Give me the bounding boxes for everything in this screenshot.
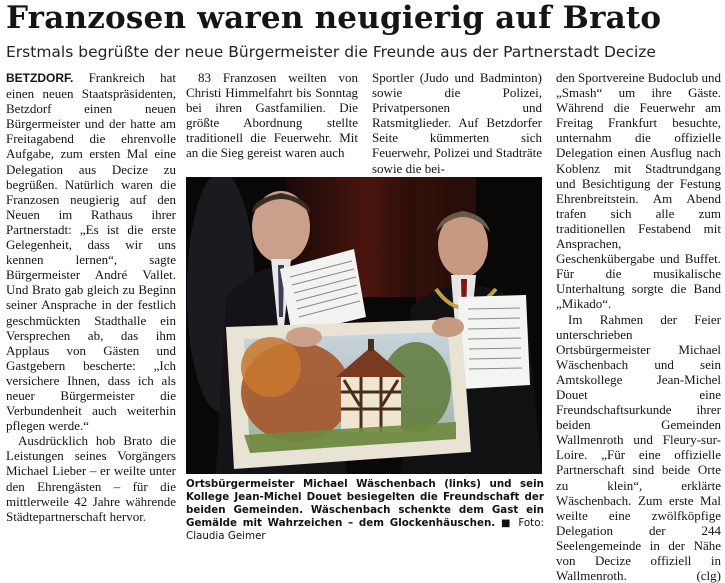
- photo-illustration: [186, 177, 542, 474]
- article-photo: [186, 177, 542, 474]
- text-column-3: [372, 70, 542, 176]
- author-signature: (clg): [684, 568, 721, 583]
- paragraph-text: Im Rahmen der Feier unterschrieben Ortsbürgermeister Michael Wäschenbach und sein Amtskollege Jean-Michel Douet eine Freundschaftsurkunde ihrer beiden Gemeinden Wallmenroth und Fleury-sur-Loire. „Für eine offizielle Partnerschaft sind beide Orte zu klein“, erklärte Wäschenbach. Zum erste Mal weilte eine zwölfköpfige Delegation der 244 Seelengemeinde in der Nähe von Decize offiziell in Wallmenroth.: [556, 312, 721, 583]
- paragraph: [556, 312, 721, 583]
- dateline: BETZDORF.: [6, 71, 73, 85]
- photo-credit: Foto: Claudia Geimer: [186, 517, 544, 542]
- photo-caption: [186, 478, 544, 543]
- paragraph: den Sportvereine Budoclub und „Smash“ um ihre Gäste. Während die Feuerwehr am Freitag Frankfurt besuchte, unternahm die offizielle Delegation einen Ausflug nach Koblenz mit Stadtrundgang und Besichtigung der Festung Ehrenbreitstein. Am Abend trafen sich alle zum traditionellen Festabend mit Ansprachen, Geschenkübergabe und Buffet. Für die musikalische Unterhaltung sorgte die Band „Mikado“.: [556, 70, 721, 312]
- text-column-4: [556, 70, 721, 583]
- paragraph: 83 Franzosen weilten von Christi Himmelfahrt bis Sonntag bei ihren Gastfamilien. Die größte Abordnung stellte traditionell die Feuerwehr. Mit an die Sieg gereist waren auch: [186, 70, 358, 161]
- paragraph-text: Frankreich hat einen neuen Staatspräsidenten, Betzdorf einen neuen Bürgermeister und der hatte am Freitagabend die ehrenvolle Aufgabe, zum ersten Mal eine Delegation aus Decize zu begrüßen. Natürlich waren die Franzosen neugierig auf den Neuen im Rathaus ihrer Partnerstadt: „Es ist die erste Gelegenheit, dass wir uns kennen lernen“, sagte Bürgermeister André Vallet. Und Brato gab gleich zu Beginn seiner Ansprache in der festlich geschmückten Stadthalle ein Versprechen ab, das ihm Applaus von Gästen und Gastgebern bescherte: „Ich versichere Ihnen, dass ich als neuer Bürgermeister die Verbundenheit auch weiterhin pflegen werde.“: [6, 70, 176, 433]
- paragraph: [6, 70, 176, 433]
- caption-text: Ortsbürgermeister Michael Wäschenbach (links) und sein Kollege Jean-Michel Douet besiegelten die Freundschaft der beiden Gemeinden. Wäschenbach schenkte dem Gast ein Gemälde mit Wahrzeichen – dem Glockenhäuschen.: [186, 478, 544, 529]
- paragraph: Ausdrücklich hob Brato die Leistungen seines Vorgängers Michael Lieber – er weilte unter den Ehrengästen – für die mittlerweile 42 Jahre währende Städtepartnerschaft hervor.: [6, 433, 176, 524]
- text-column-2: [186, 70, 358, 161]
- headline: Franzosen waren neugierig auf Brato: [6, 0, 721, 38]
- text-column-1: [6, 70, 176, 524]
- credit-square-icon: ■: [501, 518, 513, 529]
- subheadline: Erstmals begrüßte der neue Bürgermeister die Freunde aus der Partnerstadt Decize: [6, 41, 721, 63]
- paragraph: Sportler (Judo und Badminton) sowie die Polizei, Privatpersonen und Ratsmitglieder. Auf Betzdorfer Seite kümmerten sich Feuerwehr, Polizei und Stadträte sowie die bei-: [372, 70, 542, 176]
